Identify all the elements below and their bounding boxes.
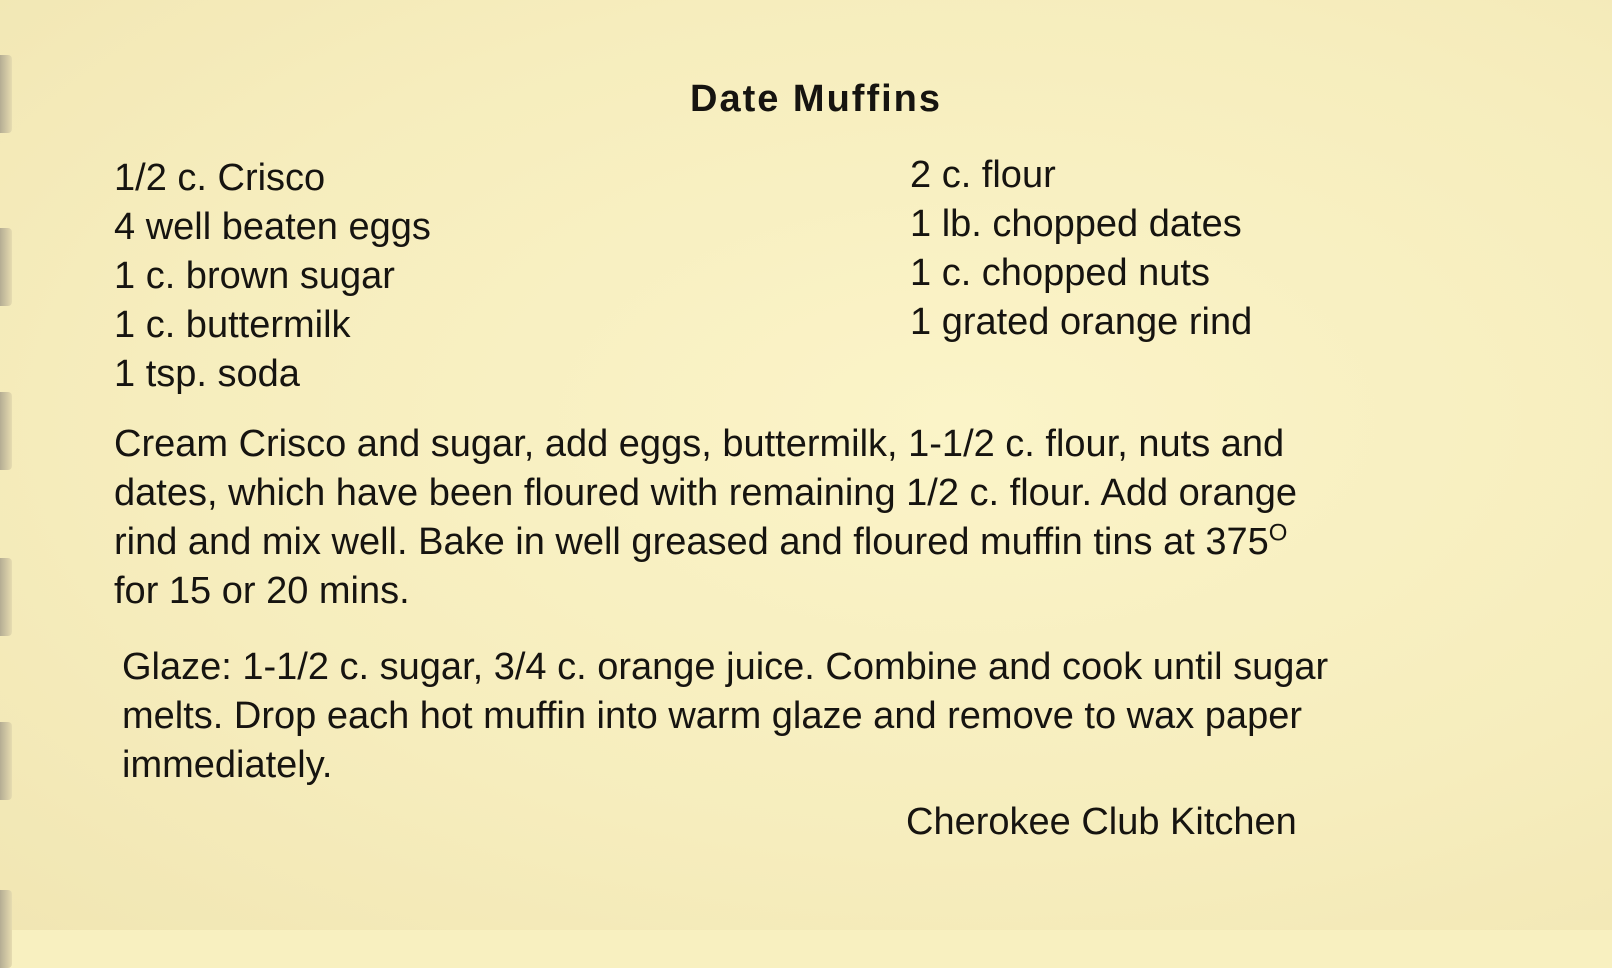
binding-hole xyxy=(0,558,12,636)
ingredient-item: 4 well beaten eggs xyxy=(114,206,431,248)
ingredients-left-column xyxy=(114,154,431,399)
ingredient-item: 1/2 c. Crisco xyxy=(114,157,326,199)
binding-hole xyxy=(0,722,12,800)
ingredient-item: 1 lb. chopped dates xyxy=(910,203,1242,245)
directions-end-text: for 15 or 20 mins. xyxy=(114,570,410,612)
recipe-title: Date Muffins xyxy=(690,78,942,120)
binding-hole xyxy=(0,392,12,470)
binding-hole xyxy=(0,228,12,306)
ingredient-item: 2 c. flour xyxy=(910,154,1056,196)
glaze-paragraph: Glaze: 1-1/2 c. sugar, 3/4 c. orange juice. Combine and cook until sugar melts. Drop each hot muffin into warm glaze and remove to wax paper immediately. xyxy=(122,646,1329,786)
ingredient-item: 1 c. buttermilk xyxy=(114,304,351,346)
ingredient-item: 1 grated orange rind xyxy=(910,301,1253,343)
directions-text: Cream Crisco and sugar, add eggs, buttermilk, 1-1/2 c. flour, nuts and dates, which have been floured with remaining 1/2 c. flour. Add orange rind and mix well. Bake in well greased and floured muffin tins at 375 xyxy=(114,423,1297,563)
ingredient-item: 1 tsp. soda xyxy=(114,353,300,395)
binding-hole xyxy=(0,890,12,968)
ingredient-item: 1 c. brown sugar xyxy=(114,255,395,297)
recipe-credit: Cherokee Club Kitchen xyxy=(906,801,1297,843)
degree-symbol: O xyxy=(1268,519,1288,547)
ingredients-right-column xyxy=(910,151,1252,347)
directions-paragraph xyxy=(114,420,1534,616)
ingredient-item: 1 c. chopped nuts xyxy=(910,252,1210,294)
